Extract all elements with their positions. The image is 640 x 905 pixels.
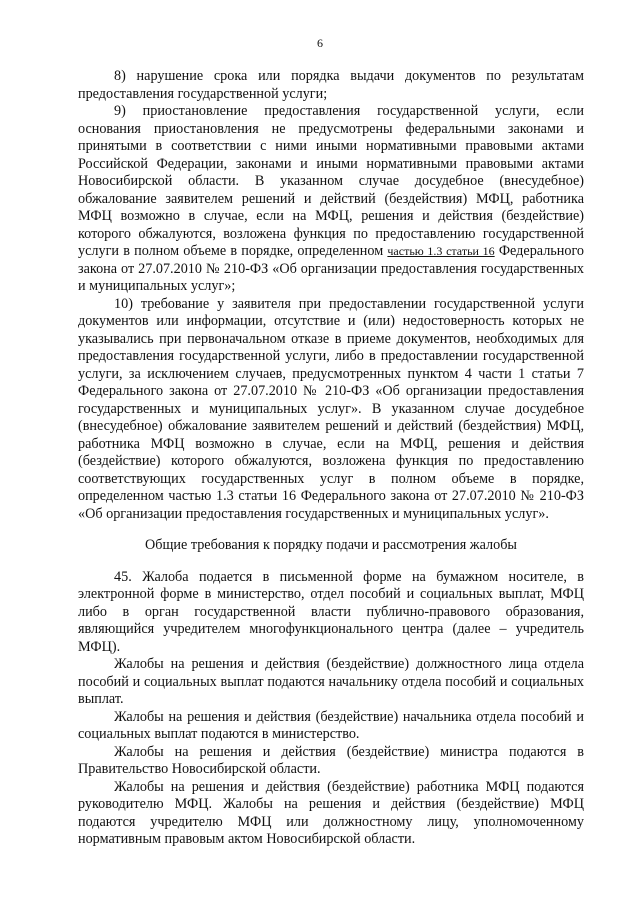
complaint-paragraph-minister: Жалобы на решения и действия (бездействие) министра подаются в Правительство Новосибирской области.	[78, 743, 584, 777]
complaint-paragraph-mfc: Жалобы на решения и действия (бездействие) работника МФЦ подаются руководителю МФЦ. Жалобы на решения и действия (бездействие) МФЦ подаются учредителю МФЦ или должностному лицу, уполномоченному нормативным правовым актом Новосибирской области.	[78, 778, 584, 847]
complaint-paragraph-benefits-officer: Жалобы на решения и действия (бездействие) должностного лица отдела пособий и социальных выплат подаются начальнику отдела пособий и социальных выплат.	[78, 656, 584, 707]
list-item-9-text: 9) приостановление предоставления государственной услуги, если основания приостановления не предусмотрены федеральными законами и принятыми в соответствии с ними иными нормативными правовыми актами Российской Федерации, законами и иными нормативными правовыми актами Новосибирской области. В указанном случае досудебное (внесудебное) обжалование заявителем решений и действий (бездействия) МФЦ, работника МФЦ возможно в случае, если на МФЦ, решения и действия (бездействие) которого обжалуются, возложена функция по предоставлению государственной услуги в полном объеме в порядке, определенном	[78, 103, 584, 259]
list-item-9	[78, 103, 584, 296]
list-item-9-tail: Федерального закона от 27.07.2010 № 210-ФЗ «Об организации предоставления государственных и муниципальных услуг»;	[78, 243, 584, 294]
complaint-paragraph-benefits-head: Жалобы на решения и действия (бездействие) начальника отдела пособий и социальных выплат подаются в министерство.	[78, 708, 584, 742]
section-heading: Общие требования к порядку подачи и рассмотрения жалобы	[145, 537, 517, 553]
paragraph-45: 45. Жалоба подается в письменной форме на бумажном носителе, в электронной форме в министерство, отдел пособий и социальных выплат, МФЦ либо в орган государственной власти публично-правового образования, являющийся учредителем многофункционального центра (далее – учредитель МФЦ).	[78, 568, 584, 655]
list-item-10: 10) требование у заявителя при предоставлении государственной услуги документов или информации, отсутствие и (или) недостоверность которых не указывались при первоначальном отказе в приеме документов, необходимых для предоставления государственной услуги, либо в предоставлении государственной услуги, за исключением случаев, предусмотренных пунктом 4 части 1 статьи 7 Федерального закона от 27.07.2010 № 210-ФЗ «Об организации предоставления государственных и муниципальных услуг». В указанном случае досудебное (внесудебное) обжалование заявителем решений и действий (бездействия) МФЦ, работника МФЦ возможно в случае, если на МФЦ, решения и действия (бездействие) которого обжалуются, возложена функция по предоставлению соответствующих государственных услуг в полном объеме в порядке, определенном частью 1.3 статьи 16 Федерального закона от 27.07.2010 № 210-ФЗ «Об организации предоставления государственных и муниципальных услуг».	[78, 295, 584, 522]
page-number: 6	[317, 36, 323, 50]
list-item-8: 8) нарушение срока или порядка выдачи документов по результатам предоставления государственной услуги;	[78, 68, 584, 102]
document-body	[78, 68, 584, 849]
law-reference-link[interactable]: частью 1.3 статьи 16	[387, 244, 495, 258]
